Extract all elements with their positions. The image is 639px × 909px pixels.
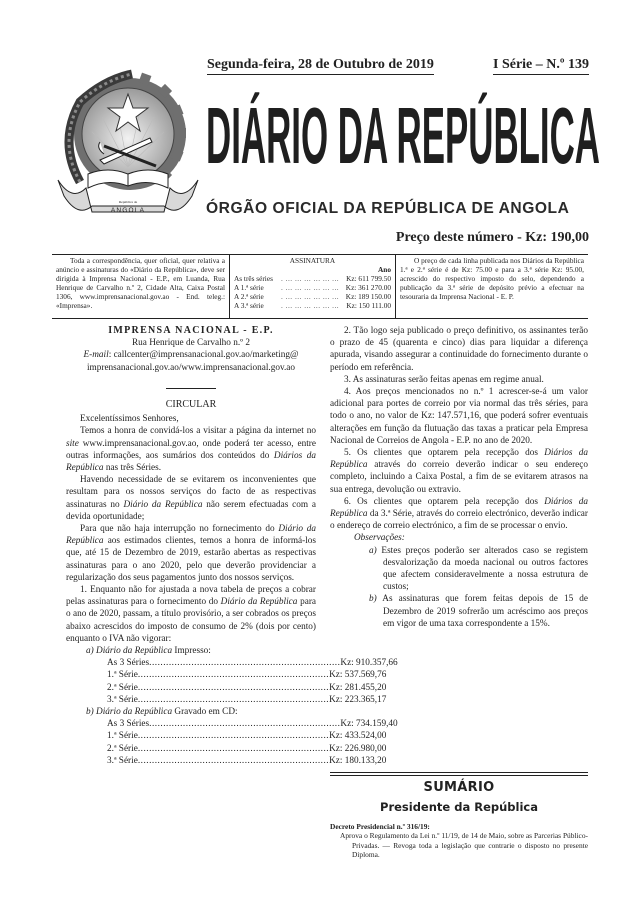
decree-description: Aprova o Regulamento da Lei n.º 11/19, de 14 de Maio, sobre as Parcerias Público-Privadas. — Revoga toda a legislação que contrarie o disposto no presente Diploma.: [340, 831, 588, 859]
price-label: 2.ª Série: [107, 682, 138, 693]
item-marker: b): [369, 594, 377, 605]
subscription-period: Ano: [378, 264, 391, 274]
item-marker: a): [369, 545, 377, 556]
price-row: [66, 755, 387, 767]
price-dots: ....................................................................: [137, 670, 330, 681]
subscription-value: Kz: 361 270.00: [345, 282, 391, 292]
paragraph: 2. Tão logo seja publicado o preço definitivo, os assinantes terão o prazo de 45 (quarenta e cinco) dias para liquidar a diferença apurada, visando assegurar a continuidade do fornecimento durante o período em referência.: [330, 326, 588, 373]
masthead-title-text: DIÁRIO DA REPÚBLICA: [206, 91, 600, 180]
imprensa-name: IMPRENSA NACIONAL - E.P.: [108, 325, 274, 336]
text: Havendo necessidade de se evitarem os inconvenientes que resultam para os nossos serviços do facto de as respectivas assinaturas no: [66, 475, 316, 510]
paragraph: 3. As assinaturas serão feitas apenas em regime anual.: [344, 374, 544, 385]
subscription-value: Kz: 611 799.50: [346, 273, 391, 283]
text: nas três Séries.: [103, 463, 162, 474]
price-value: Kz: 226.980,00: [329, 743, 387, 754]
observation-item: [330, 545, 588, 594]
text: 5. Os clientes que optarem pela recepção dos: [344, 448, 545, 459]
paragraph: [330, 447, 588, 496]
paragraph: [66, 523, 316, 584]
subscription-value: Kz: 150 111.00: [346, 300, 391, 310]
text: aos estimados clientes, temos a honra de informá-los que, até 15 de Dezembro de 2019, estarão abertas as respectivas assinaturas para o ano 2020, pelo que deverão providenciar a regularização dos seus pagamentos junto dos nossos serviços.: [66, 536, 316, 583]
divider: [166, 388, 216, 389]
subscription-label: A 3.ª série: [234, 300, 264, 310]
price-row: [66, 657, 398, 669]
price-value: Kz: 433.524,00: [329, 731, 387, 742]
subscription-dots: . ... ... ... ... ... ...: [281, 282, 340, 292]
imprensa-email-block: [66, 349, 316, 373]
masthead-subtitle: ÓRGÃO OFICIAL DA REPÚBLICA DE ANGOLA: [206, 200, 570, 217]
price-list-heading: [66, 706, 316, 718]
price-dots: ....................................................................: [137, 755, 330, 766]
summary-heading: SUMÁRIO: [423, 780, 495, 795]
price-label: As 3 Séries: [107, 719, 150, 730]
greeting: Excelentíssimos Senhores,: [80, 414, 179, 425]
price-dots: ....................................................................: [137, 743, 330, 754]
info-table: [52, 254, 588, 319]
price-row: [66, 730, 387, 742]
paragraph: [330, 496, 588, 533]
price-value: Kz: 223.365,17: [329, 694, 387, 705]
email-address[interactable]: : callcenter@imprensanacional.gov.ao/marketing@ imprensanacional.gov.ao/www.imprensanacional.gov.ao: [86, 350, 299, 373]
price-dots: ....................................................................: [137, 694, 330, 705]
price-dots: ....................................................................: [137, 731, 330, 742]
text: Estes preços poderão ser alterados caso se registem desvalorização da moeda nacional ou outros factores que afectem consideravelmente a nossa estrutura de custos;: [376, 545, 588, 593]
text: não serem efectuadas com a devida oportunidade;: [66, 499, 316, 522]
decree-entry[interactable]: [330, 822, 588, 859]
text: Temos a honra de convidá-los a visitar a página da internet no: [80, 426, 316, 437]
subscription-label: A 2.ª série: [234, 291, 264, 301]
text: 1. Enquanto não for ajustada a nova tabela de preços a cobrar pelas assinaturas para o fornecimento do: [66, 585, 316, 608]
email-label: E-mail: [83, 350, 109, 361]
double-rule: [330, 772, 588, 776]
text-italic: Diários da República: [66, 450, 316, 474]
text: para o ano de 2020, passam, a título provisório, a ser cobrados os preços abaixo acrescidos do imposto de consumo de 2% (dois por cento) enquanto o IVA não vigorar:: [66, 597, 316, 644]
price-list-heading: [66, 645, 316, 657]
text: Impresso:: [172, 646, 211, 657]
masthead-title: [206, 91, 600, 180]
text: através do correio deverão indicar o seu endereço completo, incluindo a Caixa Postal, a fim de se evitarem atrasos na sua entrega, devolução ou extravio.: [330, 460, 588, 495]
text-italic: Observações:: [354, 533, 405, 544]
price-row: [66, 669, 387, 681]
price-value: Kz: 910.357,66: [340, 658, 398, 669]
circular-heading: CIRCULAR: [165, 399, 217, 410]
price-label: 2.ª Série: [107, 743, 138, 754]
issue-price: Preço deste número - Kz: 190,00: [395, 230, 589, 245]
text-italic: b) Diário da República: [86, 707, 173, 718]
price-label: 1.ª Série: [107, 731, 138, 742]
text-italic: Diários da República: [330, 496, 588, 520]
price-label: 3.ª Série: [107, 694, 138, 705]
price-row: [66, 743, 387, 755]
price-label: As 3 Séries: [107, 658, 150, 669]
subscription-label: A 1.ª série: [234, 282, 264, 292]
subscription-value: Kz: 189 150.00: [345, 291, 391, 301]
price-row: [66, 682, 387, 694]
text-italic: Diário da República: [66, 524, 317, 547]
right-column: [330, 325, 588, 630]
paragraph: [66, 474, 316, 523]
price-dots: ....................................................................: [137, 682, 330, 693]
issue-date: Segunda-feira, 28 de Outubro de 2019: [207, 57, 434, 75]
subscription-dots: . ... ... ... ... ... ...: [281, 300, 340, 310]
price-label: 1.ª Série: [107, 670, 138, 681]
text: www.imprensanacional.gov.ao, onde poderá ter acesso, entre outras informações, aos sumários dos conteúdos do: [66, 438, 316, 461]
correspondence-note: Toda a correspondência, quer oficial, quer relativa a anúncio e assinaturas do «Diário da República», deve ser dirigida à Imprensa Nacional - E.P., em Luanda, Rua Henrique de Carvalho n.º 2, Cidade Alta, Caixa Postal 1306, www.imprensanacional.gov.ao - End. teleg.: «Imprensa».: [52, 255, 230, 318]
subscription-dots: . ... ... ... ... ... ...: [281, 273, 340, 283]
emblem-text-republica: República de: [118, 200, 138, 204]
subscription-label: As três séries: [234, 273, 273, 283]
price-value: Kz: 180.133,20: [329, 755, 387, 766]
subscription-box: [230, 255, 396, 318]
price-dots: ....................................................................: [149, 719, 341, 730]
price-value: Kz: 537.569,76: [329, 670, 387, 681]
summary-section: Presidente da República: [380, 800, 538, 814]
paragraph: 4. Aos preços mencionados no n.º 1 acrescer-se-á um valor adicional para portes de correio por via normal das três séries, para todo o ano, no valor de Kz: 147.571,16, que poderá sofrer eventuais alterações em função da flutuação das taxas a praticar pela Empresa Nacional de Correios de Angola - E.P. no ano de 2020.: [330, 387, 588, 446]
price-row: [66, 694, 387, 706]
decree-title: Decreto Presidencial n.º 316/19:: [330, 822, 430, 831]
subscription-heading: ASSINATURA: [289, 256, 336, 265]
subscription-row: [234, 302, 391, 311]
price-row: [66, 718, 398, 730]
text-italic: Diário da República: [123, 499, 203, 510]
price-value: Kz: 734.159,40: [340, 719, 398, 730]
paragraph: [66, 425, 316, 474]
text: As assinaturas que forem feitas depois de 15 de Dezembro de 2019 sofrerão um acréscimo aos preços em vigor de uma taxa correspondente a 15%.: [376, 594, 588, 629]
series-number: I Série – N.º 139: [493, 57, 589, 75]
price-value: Kz: 281.455,20: [329, 682, 387, 693]
text: da 3.ª Série, através do correio electrónico, deverão indicar o endereço de correio electrónico, a fim de se processar o envio.: [330, 509, 588, 532]
text-italic: site: [66, 438, 79, 449]
price-label: 3.ª Série: [107, 755, 138, 766]
paragraph: [66, 584, 316, 645]
angola-coat-of-arms-icon: [52, 62, 198, 218]
observation-item: [330, 593, 588, 630]
price-dots: ....................................................................: [149, 658, 341, 669]
text-italic: a) Diário da República: [86, 646, 173, 657]
imprensa-address: Rua Henrique de Carvalho n.º 2: [132, 338, 250, 349]
text-italic: Diário da República: [220, 597, 298, 608]
text-italic: Diários da República: [330, 448, 588, 471]
text: Gravado em CD:: [172, 707, 238, 718]
text: Para que não haja interrupção no fornecimento do: [80, 524, 279, 535]
observations-heading: [330, 532, 588, 544]
subscription-dots: . ... ... ... ... ... ...: [281, 291, 340, 301]
line-price-note: O preço de cada linha publicada nos Diários da República 1.ª e 2.ª série é de Kz: 75.00 e para a 3.ª série Kz: 95.00, acrescido do respectivo imposto do selo, dependendo a publicação da 3.ª série de depósito prévio a efectuar na tesouraria da Imprensa Nacional - E. P.: [400, 256, 584, 301]
text: 6. Os clientes que optarem pela recepção dos: [344, 496, 545, 507]
emblem-text-angola: ANGOLA: [110, 207, 146, 214]
